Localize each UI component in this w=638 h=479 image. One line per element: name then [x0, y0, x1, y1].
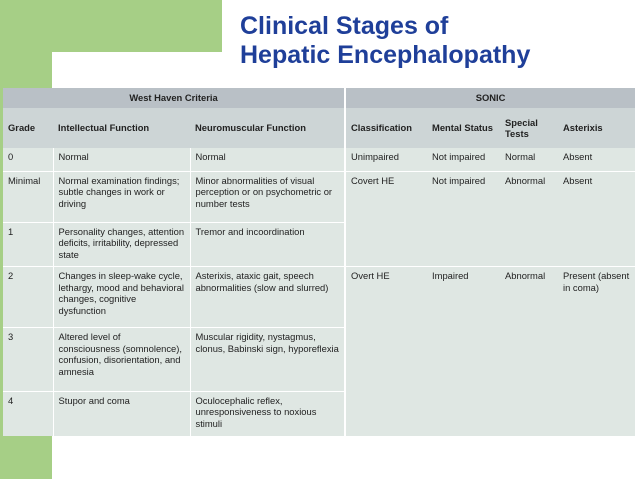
cell-mental-status: Not impaired [427, 148, 500, 171]
west-haven-header: West Haven Criteria [3, 88, 345, 108]
cell-intellectual: Personality changes, attention deficits, irritability, depressed state [53, 222, 190, 266]
col-header-special-tests: Special Tests [500, 108, 558, 148]
cell-mental-status: Impaired [432, 270, 469, 282]
column-header-row [3, 108, 635, 148]
decorative-green-block-top [0, 0, 222, 52]
cell-special-tests: Abnormal [505, 270, 546, 282]
table-row [3, 267, 635, 328]
cell-neuromuscular: Asterixis, ataxic gait, speech abnormalities (slow and slurred) [190, 267, 345, 328]
cell-special-tests: Normal [500, 148, 558, 171]
cell-grade: 3 [3, 328, 53, 392]
slide-title-line-2: Hepatic Encephalopathy [240, 41, 531, 69]
group-header-row [3, 88, 635, 108]
cell-intellectual: Changes in sleep-wake cycle, lethargy, mood and behavioral changes, cognitive dysfunction [53, 267, 190, 328]
cell-asterixis: Absent [558, 148, 635, 171]
col-header-asterixis: Asterixis [558, 108, 635, 148]
cell-neuromuscular: Oculocephalic reflex, unresponsiveness to noxious stimuli [190, 391, 345, 436]
cell-neuromuscular: Normal [190, 148, 345, 171]
col-header-grade: Grade [3, 108, 53, 148]
cell-grade: 4 [8, 394, 14, 406]
decorative-notch [52, 52, 222, 88]
cell-classification: Overt HE [345, 267, 427, 436]
sonic-header: SONIC [345, 88, 635, 108]
cell-mental-status: Not impaired [427, 171, 500, 266]
cell-neuromuscular: Tremor and incoordination [190, 222, 345, 266]
cell-grade: 1 [3, 222, 53, 266]
col-header-intellectual-function: Intellectual Function [53, 108, 190, 148]
col-header-classification: Classification [345, 108, 427, 148]
cell-intellectual: Normal examination findings; subtle changes in work or driving [53, 171, 190, 222]
cell-special-tests: Abnormal [500, 171, 558, 266]
cell-grade: Minimal [3, 171, 53, 222]
cell-intellectual: Stupor and coma [53, 391, 190, 436]
table-row [3, 171, 635, 222]
cell-classification: Covert HE [345, 171, 427, 266]
cell-intellectual: Normal [53, 148, 190, 171]
col-header-neuromuscular-function: Neuromuscular Function [190, 108, 345, 148]
cell-asterixis: Absent [558, 171, 635, 266]
slide-title [240, 12, 630, 70]
slide-title-line-1: Clinical Stages of [240, 12, 449, 40]
stages-table [3, 88, 635, 436]
cell-grade: 2 [3, 267, 53, 328]
cell-asterixis: Present (absent in coma) [563, 270, 630, 293]
cell-classification: Unimpaired [345, 148, 427, 171]
table-row [3, 148, 635, 171]
cell-neuromuscular: Minor abnormalities of visual perception or on psychometric or number tests [190, 171, 345, 222]
col-header-mental-status: Mental Status [427, 108, 500, 148]
cell-intellectual: Altered level of consciousness (somnolence), confusion, disorientation, and amnesia [53, 328, 190, 392]
hepatic-encephalopathy-table [3, 88, 635, 436]
cell-neuromuscular: Muscular rigidity, nystagmus, clonus, Babinski sign, hyporeflexia [190, 328, 345, 392]
cell-grade: 0 [3, 148, 53, 171]
